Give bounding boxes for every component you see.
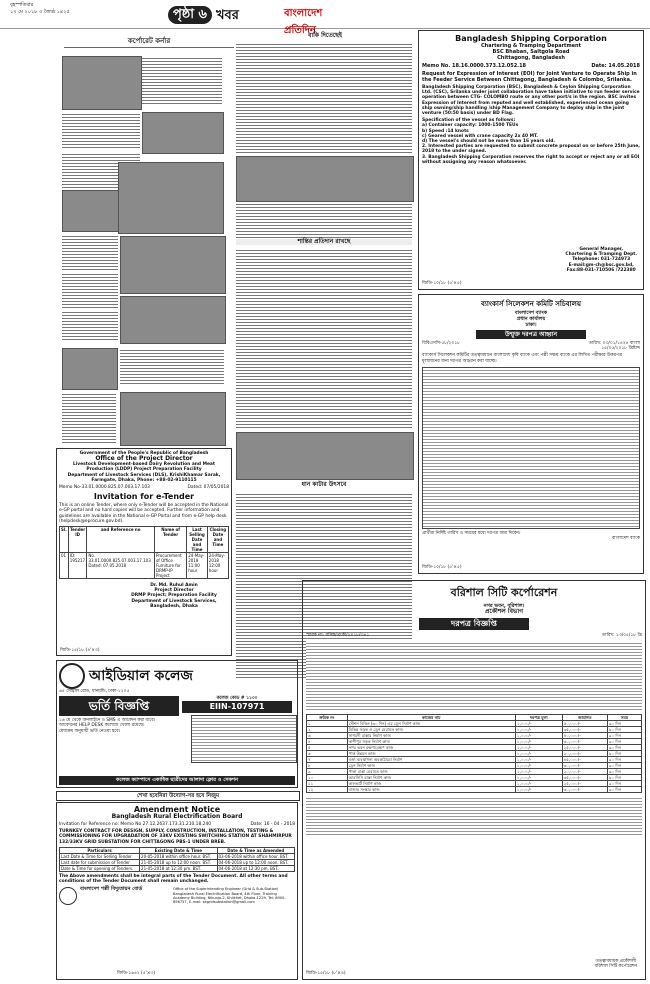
bullet-item: আবেদনের HELP DESK কলেজে খোলা রয়েছে।	[59, 723, 145, 729]
rural-note: The Above amendments shall be integral parts of the Tender Document. All other terms and conditions of the Tender Document shall remain unchanged.	[59, 873, 288, 885]
cell: নগর ভবন রক্ষণাবেক্ষণ কাজ	[347, 745, 515, 751]
cell: ৯০ দিন	[607, 763, 641, 769]
corporate-text-2	[62, 112, 140, 150]
col-sl: Sl.	[60, 527, 69, 553]
cell: ৯০ দিন	[607, 745, 641, 751]
bank-note: প্রার্থীরা নির্দিষ্ট তারিখ ও সময়ের মধ্যে দরপত্র জমা দিবেন।	[422, 530, 521, 536]
col-time: সময়	[607, 715, 641, 721]
cell: ১,০০০/-	[515, 727, 562, 733]
rural-electrification-ad	[56, 802, 298, 980]
livestock-memo: Memo No-33.01.0000.825.07.003.17.103	[59, 485, 150, 491]
cell: কাশীপুর সড়ক নির্মাণ কাজ	[347, 739, 515, 745]
barisal-terms-text	[306, 796, 642, 836]
college-logo	[59, 663, 85, 689]
col-security: জামানত	[562, 715, 607, 721]
col-closing: Closing Date and Time	[207, 527, 228, 553]
col-name: Name of Tender	[154, 527, 186, 553]
signer-city: Bangladesh, Dhaka	[150, 603, 198, 609]
shipping-title: Bangladesh Shipping Corporation	[455, 34, 607, 43]
cell: ৩৫,০০০/-	[562, 775, 607, 781]
rural-board-bn: বাংলাদেশ পল্লী বিদ্যুতায়ন বোর্ড	[80, 886, 143, 893]
cell: ১,০০০/-	[515, 721, 562, 727]
college-admission: ভর্তি বিজ্ঞপ্তি	[59, 696, 179, 716]
cell: ১১	[307, 781, 348, 787]
cell: ৫০,০০০/-	[562, 721, 607, 727]
cell: ১,০০০/-	[515, 769, 562, 775]
cell: স্টেশন বিল্ডিং (৩০ দিন) এর ড্রেন নির্মাণ কাজ	[347, 721, 515, 727]
corporate-photo-1	[62, 56, 142, 110]
cell: ১,০০০/-	[515, 781, 562, 787]
col-amended: Date & Time as Amended	[217, 847, 294, 853]
rural-office: Office of the Superintending Engineer (Grid & Sub-Station) Bangladesh Rural Electrification Board, 4th Floor, Training Academy Building, Nikunja-2, Khilkhet, Dhaka-1229, Tel: 8900-896757, E-mail: segridsubstation@gmail.com	[173, 887, 286, 905]
cell: ৮	[307, 763, 348, 769]
rural-title: Amendment Notice	[133, 805, 221, 814]
bank-date: তারিখ: ০৩/০১/১৪২৫ বাংলা	[588, 341, 640, 346]
cell: ৭	[307, 757, 348, 763]
bank-table	[422, 367, 640, 529]
barisal-ref: স্মারক নং- বসিক/প্রকৌ/২০১৮/৩৪১	[306, 633, 370, 638]
cell: বর্জ্য ব্যবস্থাপনা অবকাঠামো নির্মাণ	[347, 757, 515, 763]
mid-text-1	[236, 42, 412, 154]
livestock-title: Invitation for e-Tender	[93, 492, 195, 502]
rural-ref-row	[59, 822, 295, 827]
livestock-table	[59, 526, 229, 579]
cell: ৩০,০০০/-	[562, 787, 607, 793]
bank-footer: বাংলাদেশ ব্যাংক	[611, 536, 640, 542]
cell: 04-06-2018 up to 12:00 noon. BST.	[217, 859, 294, 865]
cell: ৬	[307, 751, 348, 757]
shipping-body: Bangladesh Shipping Corporation (BSC), Bangladesh & Ceylon Shipping Corporation Ltd. (CSC), Srilanka under joint collaboration have taken initiative to run feeder service operation between CTG- COLOMBO route or any other port/s in the region. BSC invites Expression of Interest from reputed and well established, experienced ocean going ship owning/ship handling /ship Management Company to deploy ship in the joint venture (50:50 basis) under BD Flag.	[422, 85, 640, 117]
mid-photo-1	[236, 156, 414, 202]
cell: ২০,০০০/-	[562, 751, 607, 757]
cell: ২	[307, 727, 348, 733]
cell: ২৫,০০০/-	[562, 745, 607, 751]
cell: সাগরদী রাস্তার নির্মাণ কাজ	[347, 733, 515, 739]
barisal-sub2: প্রকৌশল বিভাগ	[484, 608, 524, 615]
corporate-photo-6	[120, 296, 226, 344]
bank-title: ব্যাংকার্স সিলেকশন কমিটি সচিবালয়	[481, 300, 581, 308]
cell: ID: 195217	[68, 553, 87, 579]
shipping-date: Date: 14.05.2018	[591, 63, 640, 69]
cell: ১,০০০/-	[515, 787, 562, 793]
shipping-specs	[422, 123, 640, 165]
bank-sub2: প্রধান কার্যালয়	[516, 316, 546, 322]
shipping-sub3: Chittagong, Bangladesh	[497, 55, 565, 61]
shipping-sub1: Chartering & Tramping Department	[481, 43, 581, 49]
col-tender-id: Tender ID	[68, 527, 87, 553]
cell: 24-May-2018 11:00 hour	[187, 553, 208, 579]
cell: ৪০,০০০/-	[562, 733, 607, 739]
bullet-item: ১৬ মে থেকে অনলাইনে ও SMS এ আবেদন করা যাবে।	[59, 718, 156, 724]
corporate-photo-5	[120, 236, 226, 294]
bank-ref: বিবিএসসি-৫৮/২০১৮	[422, 341, 460, 346]
cell: ৯০ দিন	[607, 781, 641, 787]
livestock-address: Department of Livestock Services (DLS), KrishiKhamar Sarak, Farmgate, Dhaka, Phone: +88-02-9110115	[67, 472, 221, 483]
cell: 21-05-2018 up to 12:00 noon. BST.	[140, 859, 217, 865]
cell: 21-05-2018 at 12:30 pm. BST.	[140, 865, 217, 871]
col-work: কাজের নাম	[347, 715, 515, 721]
spec-item: 2. Interested parties are requested to submit concrete proposal on or before 25th June, 2018 to the under signed.	[422, 144, 640, 155]
rural-desc: TURNKEY CONTRACT FOR DESIGN, SUPPLY, CONSTRUCTION, INSTALLATION, TESTING & COMMISSIONING FOR UPGRADATION OF 33KV EXISTING SWITCHING STATION AT SHAHMIRPUR 132/33KV GRID SUBSTATION FOR CHITTAGONG PBS-1 UNDER BREB.	[59, 829, 292, 845]
bank-intro: ব্যাংকার্স সিলেকশন কমিটির তত্ত্বাবধানে বাংলাদেশ কৃষি ব্যাংক এবং পল্লী সঞ্চয় ব্যাংক এর লিখিত পরীক্ষার উত্তরপত্র মূল্যায়নের জন্য দরপত্র আহ্বান করা যাচ্ছে।	[422, 353, 623, 364]
college-bullets	[59, 718, 187, 734]
cell: ১,০০০/-	[515, 751, 562, 757]
corporate-corner-banner: কর্পোরেট কর্নার	[64, 36, 234, 48]
livestock-office: Office of the Project Director	[95, 455, 193, 463]
corporate-text-1	[142, 56, 222, 106]
cell: Last date for submission of Tender	[60, 859, 140, 865]
corporate-text-6	[62, 310, 118, 342]
livestock-project: Livestock Development-based Dairy Revolution and Meat Production (LDDP) Project Preparation Facility	[73, 462, 215, 473]
spec-item: a) Container capacity: 1000-1500 TEUs	[422, 123, 519, 129]
barisal-sub1: নগর ভবন, বরিশাল।	[483, 603, 525, 609]
cell: আরসিসি রাস্তা নির্মাণ কাজ	[347, 775, 515, 781]
cell: পার্ক উন্নয়ন কাজ	[347, 751, 515, 757]
barisal-table	[306, 714, 642, 793]
bank-banner: উন্মুক্ত দরপত্র আহ্বান	[476, 330, 586, 339]
cell: ৩০,০০০/-	[562, 763, 607, 769]
rural-date: Date: 16 - 04 - 2018	[250, 822, 295, 827]
shipping-signer	[565, 247, 637, 273]
cell: ১,০০০/-	[515, 775, 562, 781]
cell: Last Date & Time for Selling Tender	[60, 853, 140, 859]
college-name: আইডিয়াল কলেজ	[89, 668, 193, 684]
cell: ১,০০০/-	[515, 733, 562, 739]
college-code: কলেজ কোড # ১১৩০	[216, 696, 258, 702]
bullet-item: মেধাক্রম অনুযায়ী ভর্তি নেওয়া হবে।	[59, 728, 121, 734]
ad-code: জিডি-১৫/১৮ (৪'×৩)	[60, 647, 100, 653]
signer-name: Dr. Md. Ruhul Amin	[150, 583, 198, 589]
corporate-text-7	[120, 348, 224, 386]
spec-item: b) Speed :14 knots	[422, 128, 469, 134]
cell: ১,০০০/-	[515, 739, 562, 745]
cell: কালভার্ট নির্মাণ কাজ	[347, 781, 515, 787]
ad-code: জিডি-১৫/১৮ (৮'×৪)	[306, 970, 346, 976]
barisal-date: তারিখ: ১৩/০৫/১৮ খ্রি	[602, 633, 642, 638]
cell: ৯০ দিন	[607, 727, 641, 733]
mid-photo-2	[236, 432, 414, 480]
cell: ৯০ দিন	[607, 769, 641, 775]
signer-phone: Telephone: 031-724973	[572, 257, 631, 263]
section-name: খবর	[216, 8, 239, 23]
shipping-spec-title: Specification of the vessel as follows:	[422, 118, 516, 124]
cell: ১	[307, 721, 348, 727]
rural-footer	[59, 887, 295, 905]
signer-email: E-mail:gm-ch@bsc.gov.bd,	[568, 262, 634, 268]
signer-project: DRMP Project: Preparation Facility	[131, 593, 217, 599]
signer-fax: Fax:88-031-710506 /722380	[566, 267, 636, 273]
college-slogan: শেখা হবেনিরা উদ্যোগ-সর হবে নিজুম	[56, 791, 300, 801]
bank-date2: ১৫/০৫/২০১৮ খ্রিষ্টাব্দ	[601, 346, 640, 352]
livestock-signer	[119, 583, 229, 609]
table-row	[307, 787, 642, 793]
ad-code: জিডি-১০/১৮ (৫'×৫)	[422, 280, 462, 286]
cell: 03-06-2018 within office hour. BST.	[217, 853, 294, 859]
cell: ৫	[307, 745, 348, 751]
signer-title: Project Director	[154, 588, 194, 594]
college-header	[59, 663, 295, 689]
mid-heading-1: বাকি দিতেছেই	[307, 32, 343, 39]
table-row	[60, 553, 229, 579]
cell: পাকা রাস্তা মেরামত কাজ	[347, 769, 515, 775]
college-address: ৬৫ সেন্ট্রাল রোড, ধানমন্ডি, ঢাকা-১২০৫	[59, 689, 130, 694]
dateline: বৃহস্পতিবার ১৭ মে ২০১৮ ৩ জ্যৈষ্ঠ ১৪২৫	[10, 2, 70, 15]
shipping-memo-row	[422, 63, 640, 69]
college-row	[59, 696, 295, 716]
mid-text-3	[236, 248, 412, 428]
corporate-text-5	[62, 272, 118, 308]
masthead-logo: বাংলাদেশ প্রতিদিন	[284, 8, 323, 36]
cell: ৯০ দিন	[607, 787, 641, 793]
cell: Date & Time for opening of Tenders.	[60, 865, 140, 871]
spec-item: 3. Bangladesh Shipping Corporation reserves the right to accept or reject any or all EOI without assigning any reason whatsoever.	[422, 154, 640, 165]
mid-heading-3: ধান কাটার উৎসবে	[301, 481, 347, 488]
signer-title: General Manager,	[579, 246, 623, 252]
signer-dept: Department of Livestock Services,	[131, 598, 217, 604]
table-row	[60, 853, 295, 859]
cell: ড্রেন নির্মাণ কাজ	[347, 763, 515, 769]
livestock-body: This is an online Tender, where only e-Tender will be accepted in the National e-GP portal and no hard copies will be accepted. Further information and guidelines are available in the National e-GP Portal and from e-GP help desk (helpdesk@eprocure.gov.bd).	[59, 503, 229, 524]
shipping-sub2: BSC Bhaban, Saltgola Road	[492, 49, 570, 55]
cell: Procurement of Office Furniture for DRMP-IP Project	[154, 553, 186, 579]
cell: ৩০,০০০/-	[562, 739, 607, 745]
livestock-gov-line: Government of the People's Republic of Bangladesh	[79, 451, 209, 456]
barisal-signer: তত্ত্বাবধায়ক প্রকৌশলী বরিশাল সিটি কর্পোরেশন	[594, 958, 637, 969]
spec-item: c) Geared vessel with crane capacity 2x 40 MT.	[422, 133, 538, 139]
cell: ৪	[307, 739, 348, 745]
ad-code: জিডি-১৬৪২ (৫'×৩)	[117, 970, 156, 976]
shipping-heading: Request for Expression of Interest (EOI) for Joint Venture to Operate Ship in the Feeder Service Between Chittagong, Bangladesh & Colombo, Srilanka.	[422, 71, 637, 83]
cell: 04-06-2018 at 12:30 pm. BST.	[217, 865, 294, 871]
college-eiin-box	[182, 696, 292, 716]
cell: ৩	[307, 733, 348, 739]
bank-sub1: বাংলাদেশ ব্যাংক	[514, 310, 548, 316]
cell: ৯০ দিন	[607, 775, 641, 781]
col-particulars: Particulars	[60, 847, 140, 853]
spec-item: d) The vessel's should not be more than 16 years old.	[422, 139, 556, 145]
college-fee-table	[191, 715, 297, 763]
rural-logo	[59, 887, 77, 905]
cell: ৯০ দিন	[607, 721, 641, 727]
col-existing: Existing Date & Time	[140, 847, 217, 853]
corporate-photo-2	[142, 112, 224, 154]
corporate-text-4	[62, 234, 118, 270]
col-sl: ক্রমিক নং	[307, 715, 348, 721]
corporate-photo-4	[118, 162, 224, 234]
cell: No. 33.01.0000.825.07.003.17.103 Dated: 07.05.2018	[87, 553, 155, 579]
livestock-tender-ad	[56, 448, 232, 656]
cell: ২০,০০০/-	[562, 769, 607, 775]
rural-board: Bangladesh Rural Electrification Board	[111, 813, 243, 820]
bank-sub3: ঢাকা।	[525, 322, 537, 328]
cell: ৪৫,০০০/-	[562, 757, 607, 763]
corporate-photo-7	[62, 348, 118, 390]
cell: ১,০০০/-	[515, 763, 562, 769]
cell: ১২	[307, 787, 348, 793]
page-number: পৃষ্ঠা ৬	[168, 6, 212, 24]
cell: ৯	[307, 769, 348, 775]
cell: ৯০ দিন	[607, 733, 641, 739]
bank-ad	[418, 294, 644, 574]
table-row	[60, 865, 295, 871]
rural-ref: Invitation for Reference no: Memo No 27.12.2637.173.31.210.18.240	[59, 822, 212, 827]
cell: ৩৫,০০০/-	[562, 727, 607, 733]
cell: ২৫,০০০/-	[562, 781, 607, 787]
shipping-ad	[418, 30, 644, 290]
col-price: দরপত্র মূল্য	[515, 715, 562, 721]
cell: বিভিন্ন সড়ক ও ড্রেন মেরামত কাজ	[347, 727, 515, 733]
barisal-ref-row	[306, 633, 642, 638]
mid-text-2	[236, 202, 412, 238]
cell: ৯০ দিন	[607, 739, 641, 745]
cell: ১,০০০/-	[515, 757, 562, 763]
barisal-title: বরিশাল সিটি কর্পোরেশন	[450, 586, 558, 599]
livestock-memo-row	[59, 485, 229, 490]
college-ad	[56, 660, 298, 788]
livestock-date: Dated: 07/05/2018	[187, 485, 229, 491]
cell: ৯০ দিন	[607, 751, 641, 757]
cell: ১,০০০/-	[515, 745, 562, 751]
barisal-intro-text	[306, 641, 642, 711]
cell: 20-05-2018 within office hour. BST.	[140, 853, 217, 859]
ad-code: জিডি-১০/১৮ (৫'×৫)	[422, 564, 462, 570]
barisal-ad	[302, 580, 646, 980]
cell: ৯০ দিন	[607, 757, 641, 763]
barisal-banner: দরপত্র বিজ্ঞপ্তি	[419, 618, 529, 630]
mid-heading-2: শান্তির প্রতিদান রাখছে	[236, 239, 412, 245]
cell: 01	[60, 553, 69, 579]
rural-table	[59, 847, 295, 872]
cell: বাজার সংস্কার কাজ	[347, 787, 515, 793]
college-eiin: EIIN-107971	[182, 701, 292, 713]
corporate-text-8	[62, 392, 116, 444]
corporate-photo-3	[62, 190, 119, 232]
college-banner: কলেজ ক্যাম্পাসে একাধিক ছাত্রীদের আলাদা ফ্লোর ও সেকশন	[59, 776, 295, 785]
col-ref: and Reference no	[87, 527, 155, 553]
cell: 24-May-2018 12:00 hour	[207, 553, 228, 579]
signer-dept: Chartering & Tramping Dept.	[565, 252, 637, 258]
corporate-photo-8	[120, 392, 226, 446]
shipping-memo: Memo No. 18.16.0000.373.12.052.18	[422, 63, 527, 69]
table-row	[60, 859, 295, 865]
cell: ১০	[307, 775, 348, 781]
col-selling: Last Selling Date and Time	[187, 527, 208, 553]
